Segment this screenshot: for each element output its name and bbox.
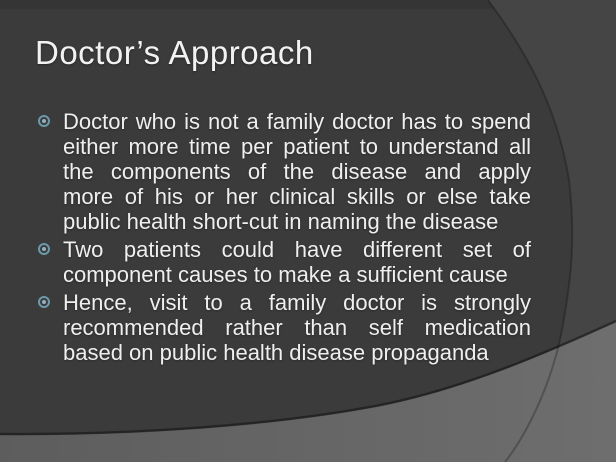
bullet-line: Hence, visit to a family doctor is strongly bbox=[63, 290, 531, 315]
bullet-line: Doctor who is not a family doctor has to spend bbox=[63, 109, 531, 134]
bullet-item-3 bbox=[63, 290, 531, 365]
bullet-icon bbox=[38, 243, 50, 255]
bullet-item-1 bbox=[63, 109, 531, 234]
bullet-item-2 bbox=[63, 237, 531, 287]
bullet-line: component causes to make a sufficient cause bbox=[63, 262, 508, 287]
bullet-line: based on public health disease propaganda bbox=[63, 340, 489, 365]
bullet-line: Two patients could have different set of bbox=[63, 237, 531, 262]
bullet-list bbox=[63, 109, 531, 368]
bullet-line: recommended rather than self medication bbox=[63, 315, 531, 340]
slide-title: Doctor’s Approach bbox=[35, 34, 314, 71]
bullet-line: public health short-cut in naming the disease bbox=[63, 209, 499, 234]
bullet-line: more of his or her clinical skills or else take bbox=[63, 184, 531, 209]
bullet-icon bbox=[38, 115, 50, 127]
bullet-line: either more time per patient to understand all bbox=[63, 134, 531, 159]
bullet-icon bbox=[38, 296, 50, 308]
bullet-line: the components of the disease and apply bbox=[63, 159, 531, 184]
